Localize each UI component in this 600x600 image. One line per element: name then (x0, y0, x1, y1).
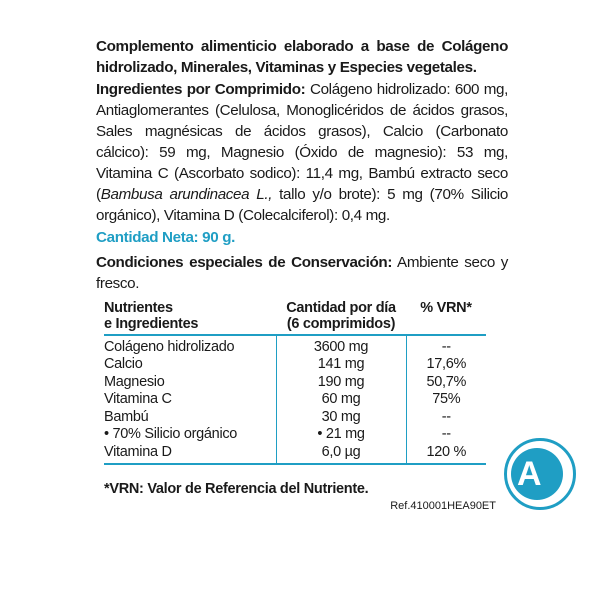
header-nutrients (104, 300, 276, 335)
product-description: Complemento alimenticio elaborado a base de Colágeno hidrolizado, Minerales, Vitaminas y Especies vegetales. (96, 38, 508, 76)
row-vrn: 75% (432, 391, 461, 408)
row-name: • 70% Silicio orgánico (104, 426, 238, 443)
header-daily-amount (276, 300, 406, 335)
table-row (104, 408, 486, 426)
row-amount: • 21 mg (276, 426, 406, 444)
header-nutrients-line2: e Ingredientes (104, 316, 199, 332)
nutrition-table (104, 300, 486, 465)
net-quantity: Cantidad Neta: 90 g. (96, 229, 235, 246)
ingredients-latin-name: Bambusa arundinacea L., (100, 186, 273, 203)
table-row (104, 356, 486, 374)
seal-badge-inner (511, 448, 563, 500)
row-amount: 6,0 µg (276, 443, 406, 464)
conservation-text: Ambiente seco y fresco. (96, 254, 508, 292)
row-name: Magnesio (104, 373, 165, 390)
row-amount: 190 mg (276, 373, 406, 391)
row-name: Bambú (104, 408, 149, 425)
table-row (104, 373, 486, 391)
table-row (104, 391, 486, 409)
header-daily-amount-line1: Cantidad por día (286, 300, 396, 316)
row-amount: 3600 mg (276, 335, 406, 356)
ingredients-heading: Ingredientes por Comprimido: (96, 81, 306, 98)
row-name: Vitamina D (104, 443, 276, 464)
row-amount: 30 mg (276, 408, 406, 426)
row-amount: 141 mg (276, 356, 406, 374)
header-vrn: % VRN* (420, 300, 472, 316)
header-nutrients-line1: Nutrientes (104, 300, 173, 316)
ingredients-text-part1: Colágeno hidrolizado: 600 mg, Antiaglomerantes (Celulosa, Monoglicéridos de ácidos grasos, Sales magnésicas de ácidos grasos), Calcio (Carbonato cálcico): 59 mg, Magnesio (Óxido de magnesio): 53 mg, Vitamina C (Ascorbato sodico): 11,4 mg, Bambú extracto seco ( (96, 81, 508, 203)
row-vrn: 120 % (406, 443, 486, 464)
row-vrn: 17,6% (426, 356, 467, 373)
ingredients-paragraph (96, 79, 508, 226)
row-name: Colágeno hidrolizado (104, 338, 235, 355)
table-row (104, 335, 486, 356)
seal-badge-icon (504, 438, 576, 510)
conservation-heading: Condiciones especiales de Conservación: (96, 254, 393, 271)
conservation-paragraph (96, 252, 508, 294)
seal-badge-letter: A (517, 454, 542, 493)
row-name: Calcio (104, 356, 143, 373)
row-vrn: -- (441, 408, 451, 425)
row-vrn: 50,7% (426, 373, 467, 390)
table-row (104, 426, 486, 444)
nutrition-table-header (104, 300, 486, 335)
row-amount: 60 mg (276, 391, 406, 409)
vrn-footnote: *VRN: Valor de Referencia del Nutriente. (104, 480, 369, 497)
header-daily-amount-line2: (6 comprimidos) (286, 316, 396, 332)
ingredients-text-part2: tallo y/o brote): 5 mg (70% Silicio orgánico), Vitamina D (Colecalciferol): 0,4 mg. (96, 186, 508, 224)
row-name: Vitamina C (104, 391, 172, 408)
product-label (96, 36, 508, 512)
table-row (104, 443, 486, 464)
reference-code: Ref.410001HEA90ET (390, 499, 496, 512)
row-vrn: -- (441, 338, 451, 355)
row-vrn: -- (441, 426, 451, 443)
